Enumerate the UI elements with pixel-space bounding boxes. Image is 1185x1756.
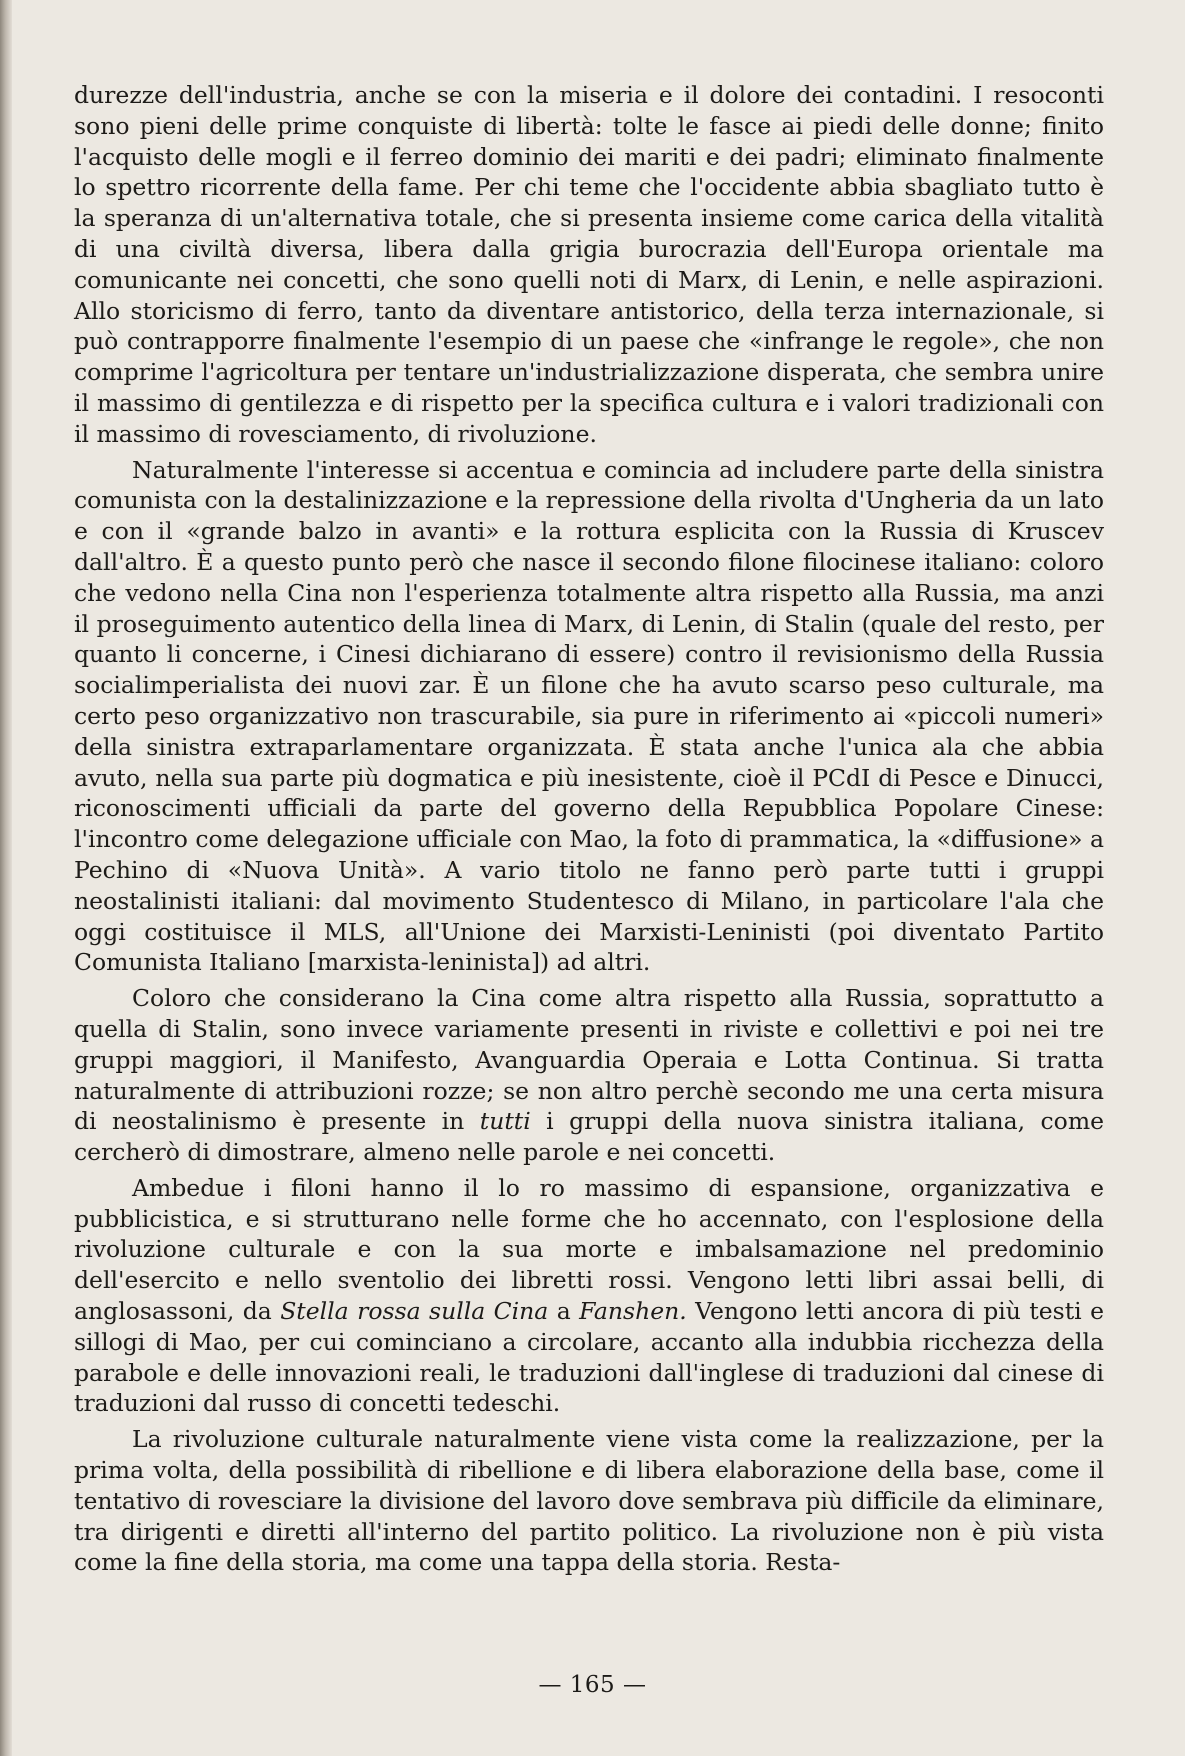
paragraph-1: durezze dell'industria, anche se con la miseria e il dolore dei contadini. I resoconti sono pieni delle prime conquiste di libertà: tolte le fasce ai piedi delle donne; finito l'acquisto delle mogli e il ferreo dominio dei mariti e dei padri; eliminato finalmente lo spettro ricorrente della fame. Per chi teme che l'occidente abbia sbagliato tutto è la speranza di un'alternativa totale, che si presenta insieme come carica della vitalità di una civiltà diversa, libera dalla grigia burocrazia dell'Europa orientale ma comunicante nei concetti, che sono quelli noti di Marx, di Lenin, e nelle aspirazioni. Allo storicismo di ferro, tanto da diventare antistorico, della terza internazionale, si può contrapporre finalmente l'esempio di un paese che «infrange le regole», che non comprime l'agricoltura per tentare un'industrializzazione disperata, che sembra unire il massimo di gentilezza e di rispetto per la specifica cultura e i valori tradizionali con il massimo di rovesciamento, di rivoluzione. [74,81,1104,448]
body-text [74,80,1104,1583]
emphasis-tutti: tutti [479,1107,531,1136]
book-title-stella-rossa: Stella rossa sulla Cina [280,1297,549,1326]
paragraph-4: Ambedue i filoni hanno il lo ro massimo di espansione, organizzativa e pubblicistica, e si strutturano nelle forme che ho accennato, con l'esplosione della rivoluzione culturale e con la sua morte e imbalsamazione nel predominio dell'esercito e nello sventolio dei libretti rossi. Vengono letti libri assai belli, di anglosassoni, da Stella rossa sulla Cina a Fanshen. Vengono letti ancora di più testi e sillogi di Mao, per cui cominciano a circolare, accanto alla indubbia ricchezza della parabole e delle innovazioni reali, le traduzioni dall'inglese di traduzioni dal cinese di traduzioni dal russo di concetti tedeschi. [74,1173,1104,1418]
paragraph-2: Naturalmente l'interesse si accentua e comincia ad includere parte della sinistra comunista con la destalinizzazione e la repressione della rivolta d'Ungheria da un lato e con il «grande balzo in avanti» e la rottura esplicita con la Russia di Kruscev dall'altro. È a questo punto però che nasce il secondo filone filocinese italiano: coloro che vedono nella Cina non l'esperienza totalmente altra rispetto alla Russia, ma anzi il proseguimento autentico della linea di Marx, di Lenin, di Stalin (quale del resto, per quanto li concerne, i Cinesi dichiarano di essere) contro il revisionismo della Russia socialimperialista dei nuovi zar. È un filone che ha avuto scarso peso culturale, ma certo peso organizzativo non trascurabile, sia pure in riferimento ai «piccoli numeri» della sinistra extraparlamentare organizzata. È stata anche l'unica ala che abbia avuto, nella sua parte più dogmatica e più inesistente, cioè il PCdI di Pesce e Dinucci, riconoscimenti ufficiali da parte del governo della Repubblica Popolare Cinese: l'incontro come delegazione ufficiale con Mao, la foto di prammatica, la «diffusione» a Pechino di «Nuova Unità». A vario titolo ne fanno però parte tutti i gruppi neostalinisti italiani: dal movimento Studentesco di Milano, in particolare l'ala che oggi costituisce il MLS, all'Unione dei Marxisti-Leninisti (poi diventato Partito Comunista Italiano [marxista-leninista]) ad altri. [74,455,1104,977]
page-binding-edge [0,0,12,1756]
page-number: — 165 — [538,1672,647,1698]
paragraph-5: La rivoluzione culturale naturalmente viene vista come la realizzazione, per la prima volta, della possibilità di ribellione e di libera elaborazione della base, come il tentativo di rovesciare la divisione del lavoro dove sembrava più difficile da eliminare, tra dirigenti e diretti all'interno del partito politico. La rivoluzione non è più vista come la fine della storia, ma come una tappa della storia. Resta- [74,1425,1104,1577]
paragraph-3: Coloro che considerano la Cina come altra rispetto alla Russia, soprattutto a quella di Stalin, sono invece variamente presenti in riviste e collettivi e poi nei tre gruppi maggiori, il Manifesto, Avanguardia Operaia e Lotta Continua. Si tratta naturalmente di attribuzioni rozze; se non altro perchè secondo me una certa misura di neostalinismo è presente in tutti i gruppi della nuova sinistra italiana, come cercherò di dimostrare, almeno nelle parole e nei concetti. [74,984,1105,1167]
book-title-fanshen: Fanshen. [579,1297,687,1326]
